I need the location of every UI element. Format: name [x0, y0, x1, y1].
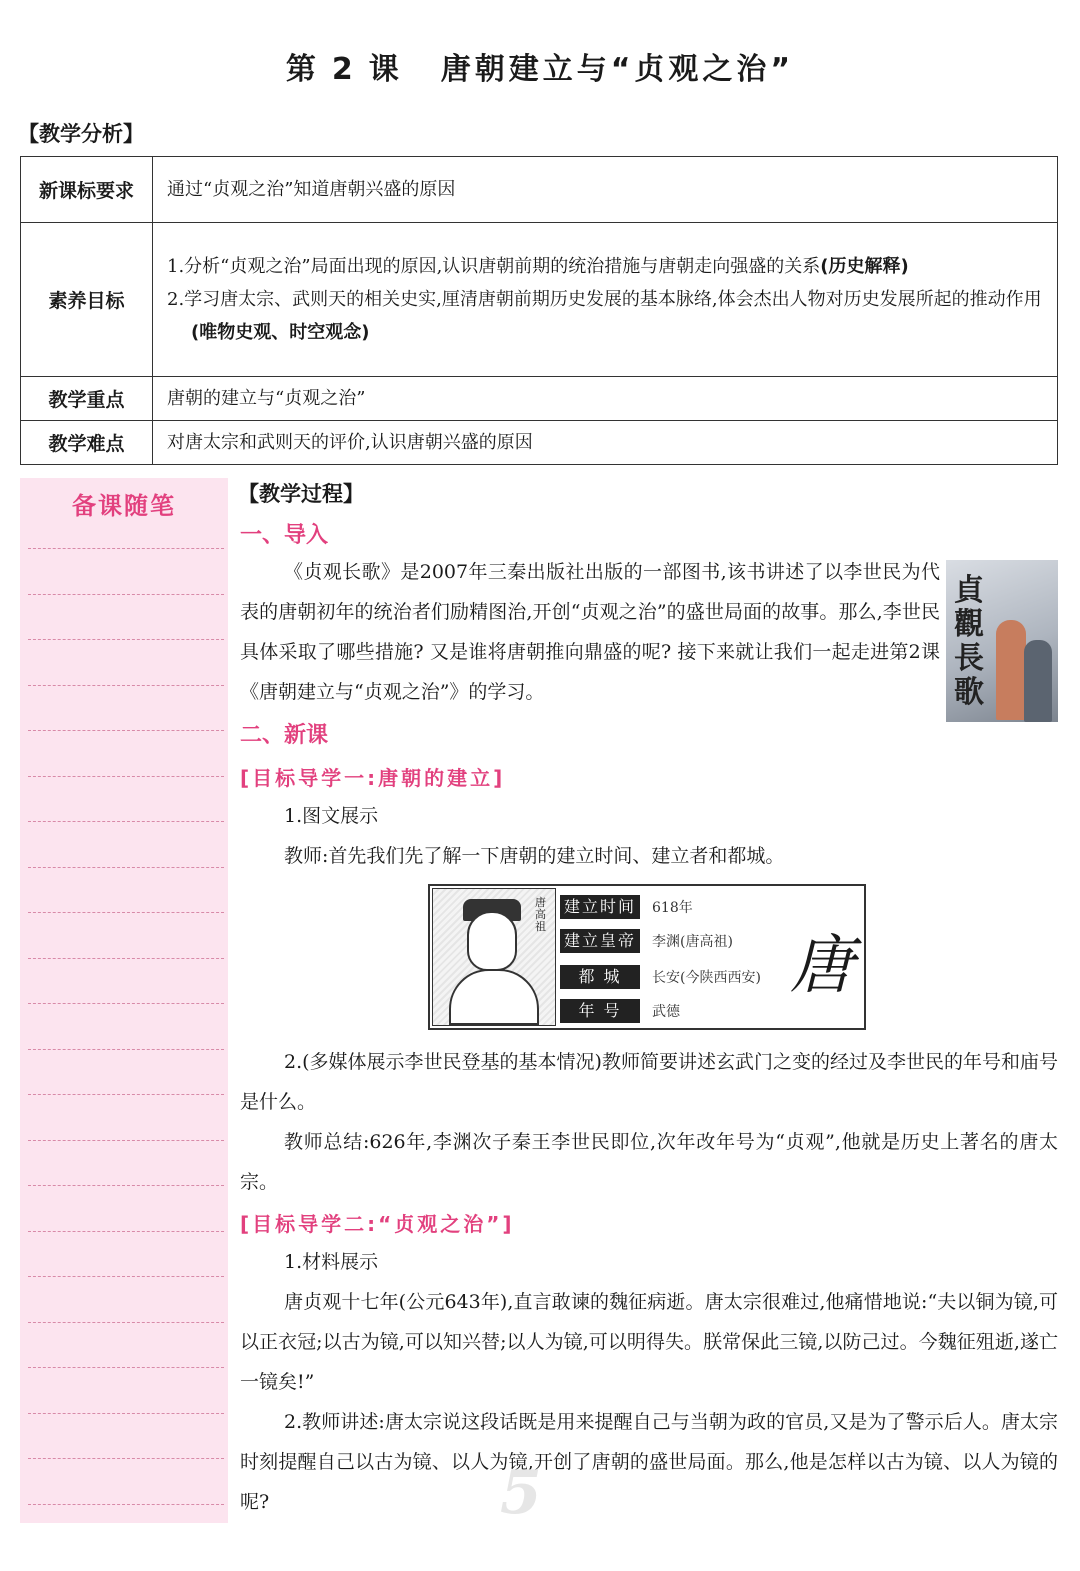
note-line: [28, 776, 224, 777]
note-line: [28, 958, 224, 959]
note-line: [28, 1094, 224, 1095]
goal-2-step-1: 1.材料展示: [284, 1251, 379, 1273]
book-cover-image: [946, 560, 1058, 722]
row-content: [153, 223, 1058, 377]
lesson-title: [0, 44, 1080, 88]
note-line: [28, 1367, 224, 1368]
note-line: [28, 1458, 224, 1459]
note-line: [28, 594, 224, 595]
new-lesson-heading: 二、新课: [240, 723, 329, 748]
sidebar-title: 备课随笔: [72, 492, 176, 520]
row-content: 唐朝的建立与“贞观之治”: [153, 377, 1058, 421]
note-line: [28, 1049, 224, 1050]
title-prefix: 第: [285, 52, 320, 87]
table-row: [21, 377, 1058, 421]
portrait-caption: 唐高祖: [535, 896, 546, 933]
note-line: [28, 1322, 224, 1323]
prep-notes-sidebar: [20, 478, 228, 1523]
row-label: 教学重点: [21, 377, 153, 421]
note-line: [28, 821, 224, 822]
note-line: [28, 1276, 224, 1277]
goal-1-step-2: 2.(多媒体展示李世民登基的基本情况)教师简要讲述玄武门之变的经过及李世民的年号和庙号是什么。: [240, 1051, 1058, 1113]
note-line: [28, 1413, 224, 1414]
title-suffix: 课: [368, 52, 403, 87]
note-line: [28, 685, 224, 686]
founding-row: 建立时间 618年: [560, 894, 693, 920]
literacy-goal-1: 1.分析“贞观之治”局面出现的原因,认识唐朝前期的统治措施与唐朝走向强盛的关系(历史解释): [167, 256, 909, 277]
note-line: [28, 1231, 224, 1232]
row-label: 素养目标: [21, 223, 153, 377]
table-row: [21, 157, 1058, 223]
analysis-table: [20, 156, 1058, 465]
analysis-heading: 【教学分析】: [18, 122, 144, 146]
goal-1-step-1: 1.图文展示: [284, 805, 379, 827]
founding-row: 建立皇帝 李渊(唐高祖): [560, 928, 733, 954]
row-content: 对唐太宗和武则天的评价,认识唐朝兴盛的原因: [153, 421, 1058, 465]
goal-1-heading: [目标导学一:唐朝的建立]: [240, 766, 506, 790]
intro-heading: 一、导入: [240, 523, 329, 548]
tang-character: 唐: [790, 929, 854, 1003]
row-label: 新课标要求: [21, 157, 153, 223]
note-line: [28, 1140, 224, 1141]
table-row: [21, 421, 1058, 465]
goal-2-material: 唐贞观十七年(公元643年),直言敢谏的魏征病逝。唐太宗很难过,他痛惜地说:“夫以铜为镜,可以正衣冠;以古为镜,可以知兴替;以人为镜,可以明得失。朕常保此三镜,以防己过。今魏征殂逝,遂亡一镜矣!”: [240, 1291, 1058, 1393]
founding-row: 年 号 武德: [560, 998, 680, 1024]
founding-row: 都 城 长安(今陕西西安): [560, 964, 761, 990]
goal-2-heading: [目标导学二:“贞观之治”]: [240, 1212, 515, 1236]
title-name: 唐朝建立与“贞观之治”: [440, 52, 795, 87]
note-line: [28, 1003, 224, 1004]
goal-2-step-2: 2.教师讲述:唐太宗说这段话既是用来提醒自己与当朝为政的官员,又是为了警示后人。唐太宗时刻提醒自己以古为镜、以人为镜,开创了唐朝的盛世局面。那么,他是怎样以古为镜、以人为镜的呢?: [240, 1411, 1058, 1513]
note-line: [28, 548, 224, 549]
process-heading: 【教学过程】: [238, 482, 364, 506]
note-line: [28, 639, 224, 640]
goal-1-summary: 教师总结:626年,李渊次子秦王李世民即位,次年改年号为“贞观”,他就是历史上著名的唐太宗。: [240, 1131, 1058, 1193]
note-line: [28, 1185, 224, 1186]
title-number: 2: [331, 52, 357, 87]
note-line: [28, 730, 224, 731]
emperor-portrait: [432, 888, 556, 1026]
note-line: [28, 912, 224, 913]
note-line: [28, 867, 224, 868]
table-row: [21, 223, 1058, 377]
page-number: 5: [500, 1458, 542, 1528]
goal-1-teacher: 教师:首先我们先了解一下唐朝的建立时间、建立者和都城。: [284, 845, 785, 867]
row-label: 教学难点: [21, 421, 153, 465]
tang-founding-card: [428, 884, 866, 1030]
literacy-goal-2: 2.学习唐太宗、武则天的相关史实,厘清唐朝前期历史发展的基本脉络,体会杰出人物对历史发展所起的推动作用(唯物史观、时空观念): [167, 289, 1042, 343]
note-line: [28, 1504, 224, 1505]
intro-paragraph: 《贞观长歌》是2007年三秦出版社出版的一部图书,该书讲述了以李世民为代表的唐朝初年的统治者们励精图治,开创“贞观之治”的盛世局面的故事。那么,李世民具体采取了哪些措施? 又是谁将唐朝推向鼎盛的呢? 接下来就让我们一起走进第2课《唐朝建立与“贞观之治”》的学习。: [240, 561, 940, 703]
row-content: 通过“贞观之治”知道唐朝兴盛的原因: [153, 157, 1058, 223]
book-title: 貞觀長歌: [954, 573, 984, 710]
